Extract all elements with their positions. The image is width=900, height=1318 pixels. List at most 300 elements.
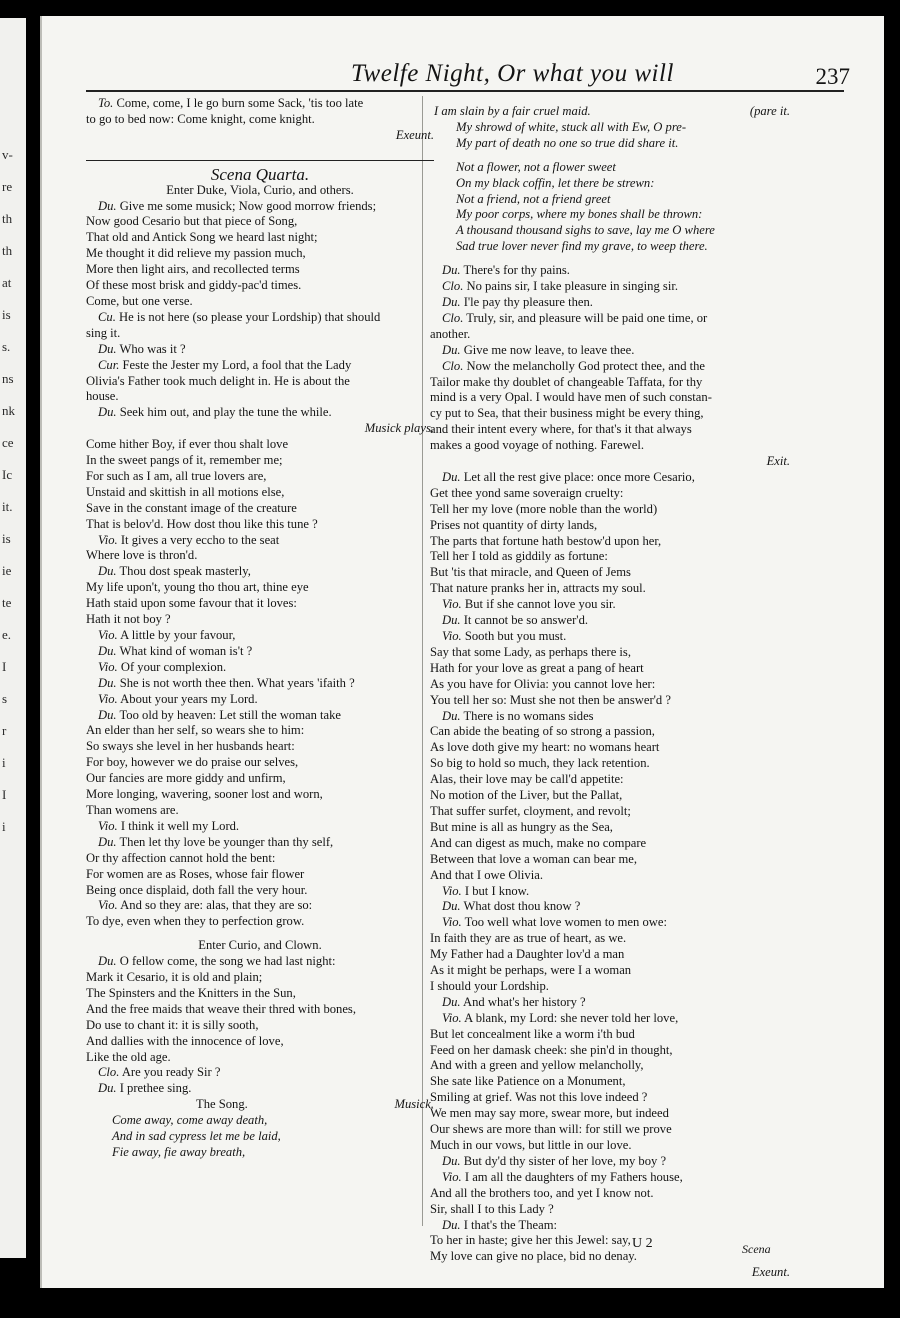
text-line — [430, 1106, 790, 1122]
line-text: Tell her I told as giddily as fortune: — [430, 549, 608, 564]
line-text: Come, come, I le go burn some Sack, 'tis too late — [116, 96, 364, 110]
line-text: Being once displaid, doth fall the very hour. — [86, 882, 308, 897]
line-text: Thou dost speak masterly, — [119, 564, 251, 579]
text-line — [430, 534, 790, 550]
text-line — [86, 867, 434, 883]
text-line — [430, 502, 790, 518]
line-text: A little by your favour, — [120, 628, 236, 642]
text-line — [430, 1122, 790, 1138]
line-text: And can digest as much, make no compare — [430, 835, 647, 850]
speaker-prefix: Du. — [442, 342, 461, 357]
text-line — [430, 915, 790, 931]
text-line — [86, 723, 434, 739]
line-text: Hath staid upon some favour that it loves: — [86, 596, 297, 611]
text-line — [86, 548, 434, 564]
line-text: Sir, shall I to this Lady ? — [430, 1201, 554, 1216]
line-text: Feste the Jester my Lord, a fool that the Lady — [122, 357, 352, 372]
left-column — [86, 96, 434, 1161]
text-line — [430, 788, 790, 804]
text-line — [86, 851, 434, 867]
text-line — [86, 358, 434, 374]
line-text: But if she cannot love you sir. — [464, 597, 616, 612]
text-line — [86, 326, 434, 342]
line-text: another. — [430, 326, 471, 341]
speaker-prefix: Vio. — [98, 628, 118, 642]
song-verse — [86, 1113, 434, 1161]
prev-page-fragment: at — [2, 275, 12, 290]
verse-line: On my black coffin, let there be strewn: — [456, 175, 655, 190]
prev-page-fragment: is — [2, 531, 11, 546]
speaker-prefix: Vio. — [98, 691, 118, 706]
text-line — [430, 693, 790, 709]
song-title: The Song. — [196, 1097, 248, 1112]
dialogue-block — [86, 199, 434, 422]
line-text: My life upon't, young tho thou art, thine eye — [86, 580, 309, 595]
text-line — [86, 1065, 434, 1081]
text-line — [430, 629, 790, 645]
text-line — [430, 359, 790, 375]
text-line — [430, 931, 790, 947]
line-text: No pains sir, I take pleasure in singing sir. — [466, 279, 678, 294]
speaker-prefix: Du. — [98, 707, 117, 722]
line-text: Between that love a woman can bear me, — [430, 851, 638, 866]
text-line — [86, 803, 434, 819]
text-line — [86, 580, 434, 596]
line-text: Seek him out, and play the tune the while. — [119, 405, 332, 420]
text-line — [430, 327, 790, 343]
text-line — [86, 405, 434, 421]
text-line — [430, 820, 790, 836]
line-text: But 'tis that miracle, and Queen of Jems — [430, 565, 631, 580]
signature-mark: U 2 — [632, 1236, 653, 1251]
line-text: cy put to Sea, that their business might be every thing, — [430, 406, 704, 421]
speaker-prefix: Vio. — [98, 818, 118, 833]
text-line — [86, 1081, 434, 1097]
line-text: As it might be perhaps, were I a woman — [430, 963, 632, 978]
line-text: Who was it ? — [119, 341, 186, 356]
text-line — [430, 677, 790, 693]
text-line — [430, 995, 790, 1011]
text-line — [86, 294, 434, 310]
line-text: He is not here (so please your Lordship) that should — [119, 309, 381, 324]
speaker-prefix: Du. — [442, 899, 461, 914]
text-line — [430, 1218, 790, 1234]
line-text: Then let thy love be younger than thy self, — [119, 834, 334, 849]
line-text: As you have for Olivia: you cannot love her: — [430, 676, 656, 691]
prev-page-fragment: s. — [2, 339, 11, 354]
running-header — [86, 60, 850, 92]
prev-page-fragment: r — [2, 723, 7, 738]
line-text: And with a green and yellow melancholly, — [430, 1058, 644, 1073]
dialogue-block — [430, 470, 790, 1265]
line-text: Where love is thron'd. — [86, 548, 198, 563]
text-line — [86, 230, 434, 246]
speaker-prefix: Clo. — [98, 1065, 120, 1080]
line-text: O fellow come, the song we had last night: — [119, 954, 336, 969]
speaker-prefix: Du. — [98, 643, 117, 658]
running-title: Twelfe Night, Or what you will — [351, 60, 674, 87]
line-text: And so they are: alas, that they are so: — [120, 898, 313, 913]
text-line — [86, 533, 434, 549]
speaker-prefix: Du. — [98, 834, 117, 849]
dialogue-block — [430, 263, 790, 454]
line-text: Olivia's Father took much delight in. He is about the — [86, 373, 350, 388]
prev-page-fragment: I — [2, 787, 7, 802]
text-line — [430, 279, 790, 295]
speaker-prefix: Du. — [98, 564, 117, 579]
text-line — [86, 1018, 434, 1034]
song-line: I am slain by a fair cruel maid. (pare it. — [434, 104, 790, 118]
text-line — [430, 549, 790, 565]
text-line — [430, 1202, 790, 1218]
text-line — [86, 1034, 434, 1050]
prev-page-fragment: is — [2, 307, 11, 322]
text-line — [430, 1074, 790, 1090]
line-text: It gives a very eccho to the seat — [120, 532, 280, 547]
previous-page-edge — [0, 18, 26, 1258]
line-text: Come hither Boy, if ever thou shalt love — [86, 437, 289, 452]
line-text: Hath it not boy ? — [86, 612, 171, 627]
speaker-prefix: To. — [98, 96, 114, 110]
speaker-prefix: Vio. — [442, 629, 462, 643]
entry-direction-clown: Enter Curio, and Clown. — [198, 938, 322, 953]
line-text: mind is a very Opal. I would have men of such constan- — [430, 390, 712, 405]
speaker-prefix: Clo. — [442, 279, 464, 294]
text-line — [430, 613, 790, 629]
line-text: I'le pay thy pleasure then. — [463, 294, 593, 309]
speaker-prefix: Du. — [442, 1153, 461, 1168]
prev-page-fragment: ns — [2, 371, 14, 386]
line-text: And what's her history ? — [463, 994, 586, 1009]
text-line — [86, 819, 434, 835]
text-line — [430, 899, 790, 915]
line-text: But let concealment like a worm i'th bud — [430, 1026, 635, 1041]
line-text: Mark it Cesario, it is old and plain; — [86, 970, 263, 985]
scene-title: Scena Quarta. — [210, 164, 310, 184]
line-text: Too well what love women to men owe: — [464, 915, 667, 930]
line-text: Sooth but you must. — [464, 629, 567, 643]
text-line — [430, 709, 790, 725]
line-text: She is not worth thee then. What years 'ifaith ? — [119, 675, 355, 690]
line-text: So big to hold so much, they lack retention. — [430, 756, 650, 771]
text-line — [430, 1249, 790, 1265]
speaker-prefix: Du. — [98, 675, 117, 690]
text-line — [430, 486, 790, 502]
line-text: I am all the daughters of my Fathers house, — [464, 1169, 683, 1184]
text-line — [430, 836, 790, 852]
line-text: Too old by heaven: Let still the woman take — [119, 707, 342, 722]
line-text: An elder than her self, so wears she to him: — [86, 723, 305, 738]
speaker-prefix: Du. — [98, 954, 117, 969]
text-line — [86, 214, 434, 230]
speaker-prefix: Du. — [98, 405, 117, 420]
line-text: Or thy affection cannot hold the bent: — [86, 850, 276, 865]
prev-page-fragment: i — [2, 819, 6, 834]
verse-line: And in sad cypress let me be laid, — [112, 1129, 281, 1144]
text-line — [86, 883, 434, 899]
line-text: makes a good voyage of nothing. Farewel. — [430, 438, 645, 453]
stage-direction-musick: Musick plays. — [364, 421, 434, 436]
speaker-prefix: Du. — [442, 708, 461, 723]
prev-page-fragment: ce — [2, 435, 14, 450]
verse-line: Not a friend, not a friend greet — [456, 191, 611, 206]
text-line — [86, 262, 434, 278]
text-line — [86, 739, 434, 755]
line-text: The Spinsters and the Knitters in the Sun, — [86, 985, 296, 1000]
line-text: Alas, their love may be call'd appetite: — [430, 772, 624, 787]
line-text: and their intent every where, for that's it that always — [430, 422, 692, 437]
verse-line: Sad true lover never find my grave, to weep there. — [456, 239, 708, 254]
text-line — [430, 375, 790, 391]
line-text: Tailor make thy doublet of changeable Taffata, for thy — [430, 374, 703, 389]
speaker-prefix: Vio. — [442, 915, 462, 930]
dialogue-block — [86, 954, 434, 1097]
verse-line: Come away, come away death, — [112, 1113, 268, 1128]
text-line — [430, 470, 790, 486]
line-text: Our fancies are more giddy and unfirm, — [86, 771, 286, 786]
line-text: My love can give no place, bid no denay. — [430, 1249, 637, 1264]
text-line — [430, 422, 790, 438]
text-line — [430, 1154, 790, 1170]
text-line — [430, 947, 790, 963]
line-text: Now good Cesario but that piece of Song, — [86, 214, 298, 229]
text-line — [86, 898, 434, 914]
line-text: Much in our vows, but little in our love. — [430, 1138, 632, 1152]
text-line — [86, 389, 434, 405]
line-text: I but I know. — [464, 883, 530, 898]
text-line — [86, 112, 434, 128]
line-text: Unstaid and skittish in all motions else, — [86, 484, 285, 499]
scene-rule — [86, 160, 434, 161]
text-line — [430, 661, 790, 677]
entry-direction: Enter Duke, Viola, Curio, and others. — [166, 182, 354, 197]
text-line — [86, 517, 434, 533]
line-text: My Father had a Daughter lov'd a man — [430, 947, 625, 962]
text-line — [430, 852, 790, 868]
line-text: Give me some musick; Now good morrow friends; — [119, 198, 377, 213]
text-line — [86, 628, 434, 644]
line-text: Smiling at grief. Was not this love indeed ? — [430, 1090, 648, 1105]
text-line — [430, 724, 790, 740]
verse-line: Not a flower, not a flower sweet — [456, 159, 616, 174]
prev-page-fragment: s — [2, 691, 8, 706]
line-text: For boy, however we do praise our selves, — [86, 755, 299, 770]
text-line — [86, 501, 434, 517]
song-heading-row — [86, 1097, 434, 1113]
line-text: And dallies with the innocence of love, — [86, 1033, 284, 1048]
text-line — [430, 804, 790, 820]
text-line — [86, 612, 434, 628]
speaker-prefix: Vio. — [98, 659, 118, 674]
text-line — [86, 564, 434, 580]
speaker-prefix: Cur. — [98, 357, 120, 372]
text-line — [86, 835, 434, 851]
text-line — [86, 660, 434, 676]
text-line — [430, 406, 790, 422]
speaker-prefix: Clo. — [442, 358, 464, 373]
text-line — [86, 1002, 434, 1018]
line-text: Of your complexion. — [120, 659, 227, 674]
line-text: It cannot be so answer'd. — [463, 613, 589, 628]
text-line — [430, 311, 790, 327]
line-text: Truly, sir, and pleasure will be paid one time, or — [466, 310, 708, 325]
catchword: Scena — [742, 1242, 771, 1256]
text-line — [430, 963, 790, 979]
line-text: In faith they are as true of heart, as we. — [430, 931, 627, 946]
line-text: Tell her my love (more noble than the world) — [430, 501, 658, 516]
right-column — [430, 104, 790, 1281]
line-text: More longing, wavering, sooner lost and worn, — [86, 787, 323, 802]
prev-page-fragment: te — [2, 595, 12, 610]
line-text: And that I owe Olivia. — [430, 867, 543, 882]
line-text: house. — [86, 389, 119, 404]
line-text: Are you ready Sir ? — [121, 1065, 221, 1080]
text-line — [430, 1058, 790, 1074]
text-line — [86, 246, 434, 262]
speaker-prefix: Du. — [442, 469, 461, 484]
line-text: And all the brothers too, and yet I know not. — [430, 1185, 654, 1200]
line-text: Get thee yond same soveraign cruelty: — [430, 485, 624, 500]
speaker-prefix: Vio. — [442, 597, 462, 612]
line-text: I that's the Theam: — [463, 1217, 558, 1232]
prev-page-fragment: e. — [2, 627, 12, 642]
text-line — [430, 263, 790, 279]
verse-line: Fie away, fie away breath, — [112, 1145, 246, 1159]
stage-direction-exeunt-final: Exeunt. — [751, 1265, 790, 1280]
line-text: Hath for your love as great a pang of heart — [430, 660, 644, 675]
text-line — [86, 278, 434, 294]
text-line — [86, 374, 434, 390]
line-text: Can abide the beating of so strong a passion, — [430, 724, 655, 739]
line-text: There is no womans sides — [463, 708, 594, 723]
line-text: sing it. — [86, 325, 121, 340]
speaker-prefix: Du. — [442, 994, 461, 1009]
speaker-prefix: Du. — [442, 263, 461, 278]
speaker-prefix: Du. — [98, 198, 117, 213]
text-line — [430, 772, 790, 788]
line-text: What kind of woman is't ? — [119, 643, 253, 658]
prev-page-fragment: it. — [2, 499, 13, 514]
line-text: Like the old age. — [86, 1049, 171, 1064]
text-line — [430, 565, 790, 581]
book-page — [40, 16, 884, 1288]
speaker-prefix: Du. — [442, 613, 461, 628]
prev-page-fragment: nk — [2, 403, 15, 418]
speaker-prefix: Vio. — [98, 898, 118, 913]
text-line — [86, 676, 434, 692]
text-line — [86, 96, 434, 112]
line-text: We men may say more, swear more, but indeed — [430, 1106, 669, 1121]
text-line — [86, 954, 434, 970]
text-line — [430, 645, 790, 661]
line-text: To dye, even when they to perfection grow. — [86, 914, 305, 929]
line-text: Save in the constant image of the creature — [86, 500, 297, 515]
text-line — [86, 970, 434, 986]
song-continuation — [430, 120, 790, 152]
text-line — [430, 1138, 790, 1154]
line-text: And the free maids that weave their thred with bones, — [86, 1001, 356, 1016]
line-text: You tell her so: Must she not then be answer'd ? — [430, 692, 671, 707]
speaker-prefix: Vio. — [442, 1010, 462, 1025]
line-text: But dy'd thy sister of her love, my boy ? — [463, 1153, 667, 1168]
text-line — [86, 485, 434, 501]
line-text: I prethee sing. — [119, 1081, 192, 1096]
verse-line: My part of death no one so true did share it. — [456, 135, 679, 150]
text-line — [430, 740, 790, 756]
line-text: That old and Antick Song we heard last night; — [86, 230, 318, 245]
line-text: Of these most brisk and giddy-pac'd times. — [86, 278, 302, 293]
song-verse-2 — [430, 160, 790, 255]
line-text: I should your Lordship. — [430, 978, 549, 993]
verse-line: My poor corps, where my bones shall be thrown: — [456, 207, 703, 222]
text-line — [86, 644, 434, 660]
page-number: 237 — [815, 64, 850, 89]
line-text: But mine is all as hungry as the Sea, — [430, 819, 613, 834]
text-line — [86, 692, 434, 708]
line-text: For women are as Roses, whose fair flower — [86, 866, 305, 881]
text-line — [86, 437, 434, 453]
text-line — [86, 469, 434, 485]
text-line — [430, 1043, 790, 1059]
speaker-prefix: Du. — [98, 341, 117, 356]
prev-page-fragment: v- — [2, 147, 13, 162]
text-line — [430, 581, 790, 597]
dialogue-block — [86, 437, 434, 930]
text-line — [430, 756, 790, 772]
line-text: Give me now leave, to leave thee. — [463, 342, 635, 357]
line-text: Our shews are more than will: for still we prove — [430, 1122, 672, 1137]
line-text: That nature pranks her in, attracts my soul. — [430, 581, 646, 596]
prev-page-fragment: I — [2, 659, 7, 674]
stage-direction-exit: Exit. — [766, 454, 790, 469]
text-line — [86, 199, 434, 215]
text-line — [430, 1233, 790, 1249]
speaker-prefix: Vio. — [442, 1169, 462, 1184]
line-text: Prises not quantity of dirty lands, — [430, 517, 598, 532]
prev-page-fragment: th — [2, 243, 13, 258]
line-text: There's for thy pains. — [463, 263, 570, 278]
speaker-prefix: Du. — [442, 1217, 461, 1232]
line-text: Do use to chant it: it is silly sooth, — [86, 1017, 259, 1032]
stage-direction-exeunt: Exeunt. — [395, 127, 434, 142]
text-line — [430, 1090, 790, 1106]
line-text: As love doth give my heart: no womans heart — [430, 740, 660, 755]
text-line — [86, 755, 434, 771]
prev-page-fragment: th — [2, 211, 13, 226]
speaker-prefix: Cu. — [98, 309, 116, 324]
line-text: I think it well my Lord. — [120, 818, 240, 833]
line-text: For such as I am, all true lovers are, — [86, 468, 267, 483]
text-line — [86, 914, 434, 930]
speaker-prefix: Vio. — [442, 883, 462, 898]
text-line — [430, 343, 790, 359]
text-line — [86, 596, 434, 612]
text-line — [86, 310, 434, 326]
line-text: Come, but one verse. — [86, 293, 193, 308]
verse-line: A thousand thousand sighs to save, lay me O where — [456, 223, 715, 238]
line-text: Than womens are. — [86, 802, 179, 817]
prev-page-fragment: re — [2, 179, 13, 194]
prev-page-fragment: i — [2, 755, 6, 770]
line-text: Now the melancholly God protect thee, and the — [466, 358, 706, 373]
text-line — [430, 438, 790, 454]
speaker-prefix: Du. — [442, 294, 461, 309]
text-line — [86, 1050, 434, 1066]
text-line — [430, 1011, 790, 1027]
line-text: Let all the rest give place: once more Cesario, — [463, 469, 695, 484]
text-line — [430, 1170, 790, 1186]
text-line — [86, 986, 434, 1002]
